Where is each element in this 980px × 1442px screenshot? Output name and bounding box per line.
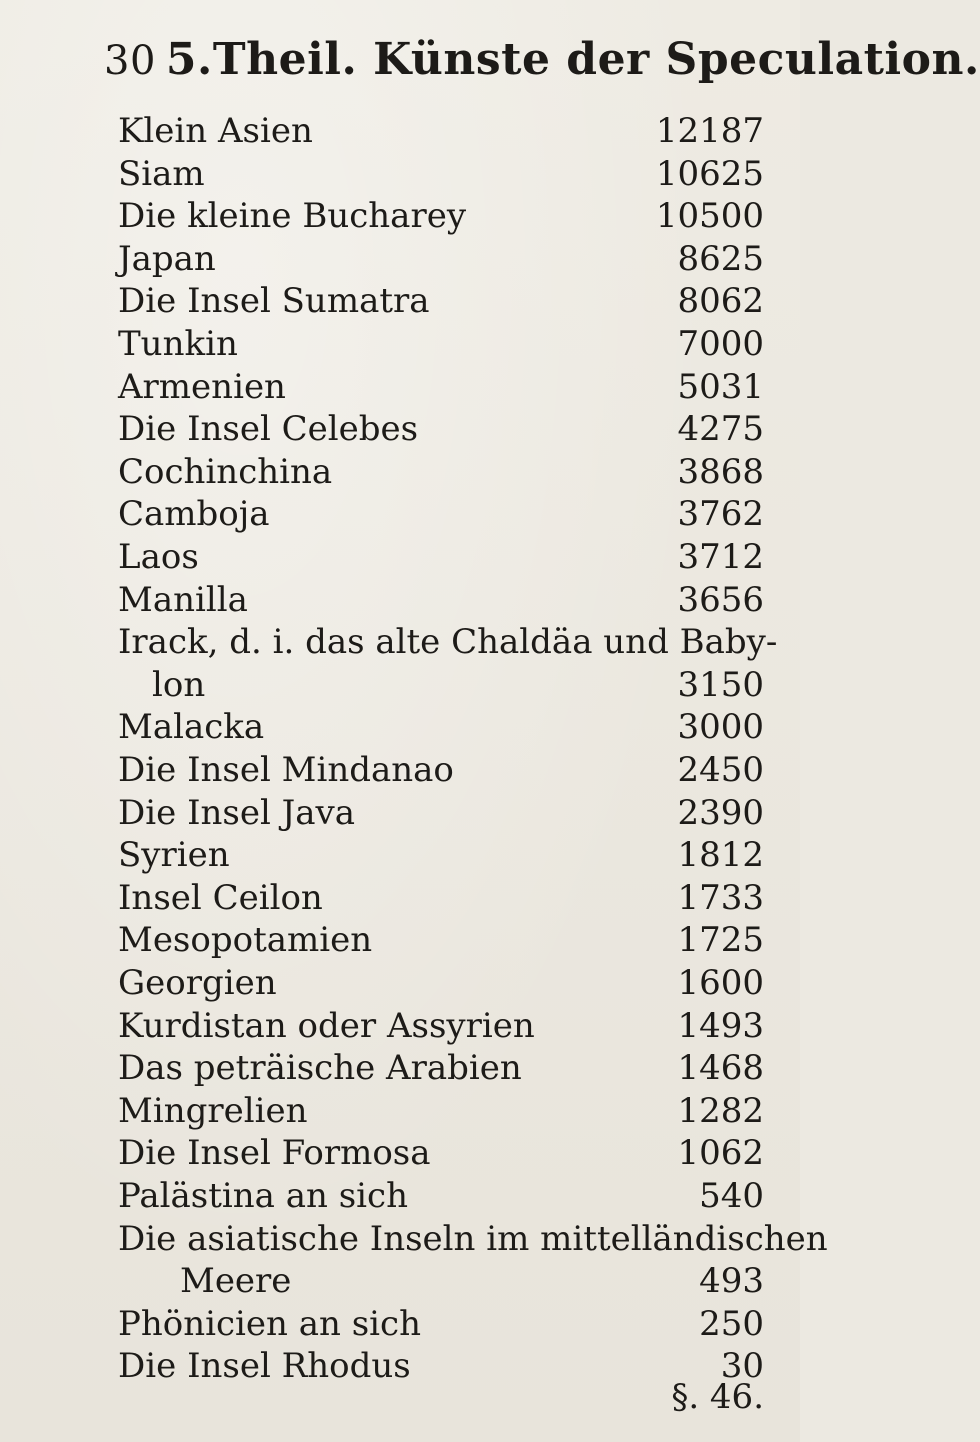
region-value: 1733 bbox=[677, 877, 764, 918]
region-name: Palästina an sich bbox=[118, 1176, 408, 1216]
region-name: Cochinchina bbox=[118, 451, 333, 492]
region-value: 10625 bbox=[655, 153, 764, 194]
region-value: 4275 bbox=[677, 409, 764, 450]
table-row bbox=[0, 749, 800, 791]
region-name: Mesopotamien bbox=[118, 920, 373, 961]
region-name: Kurdistan oder Assyrien bbox=[118, 1005, 535, 1046]
region-value: 3762 bbox=[677, 494, 764, 535]
region-name: Die kleine Bucharey bbox=[118, 196, 467, 237]
region-name: Malacka bbox=[118, 707, 265, 748]
table-row bbox=[0, 323, 800, 365]
table-row bbox=[0, 280, 800, 322]
table-row bbox=[0, 1218, 828, 1260]
region-name: Laos bbox=[118, 537, 199, 577]
table-row bbox=[0, 919, 800, 961]
region-value: 2450 bbox=[677, 750, 764, 790]
region-name: Klein Asien bbox=[118, 111, 313, 151]
page-title: 5.Theil. Künste der Speculation. bbox=[165, 34, 980, 85]
region-value: 8062 bbox=[677, 281, 764, 322]
table-row bbox=[0, 834, 800, 876]
table-row bbox=[0, 579, 800, 621]
region-value: 1282 bbox=[677, 1090, 764, 1131]
region-name: Manilla bbox=[118, 579, 248, 620]
region-name: Meere bbox=[180, 1261, 292, 1302]
region-value: 540 bbox=[699, 1176, 764, 1216]
region-value: 10500 bbox=[655, 196, 764, 237]
region-name: Die asiatische Inseln im mittelländischen bbox=[118, 1218, 828, 1259]
table-row bbox=[0, 962, 800, 1004]
table-row bbox=[0, 238, 800, 280]
region-name: Die Insel Sumatra bbox=[118, 281, 430, 322]
region-name: Mingrelien bbox=[118, 1090, 308, 1131]
region-value: 1812 bbox=[677, 835, 764, 876]
region-value: 12187 bbox=[655, 111, 764, 151]
region-name: Das peträische Arabien bbox=[118, 1048, 522, 1089]
region-value: 1493 bbox=[677, 1005, 764, 1046]
region-name: Siam bbox=[118, 153, 205, 194]
region-name: Japan bbox=[118, 238, 216, 279]
region-name: Die Insel Mindanao bbox=[118, 750, 454, 790]
region-name: Tunkin bbox=[118, 324, 238, 364]
region-value: 8625 bbox=[677, 238, 764, 279]
region-value: 1468 bbox=[677, 1048, 764, 1089]
region-value: 3656 bbox=[677, 579, 764, 620]
table-row bbox=[0, 408, 800, 450]
region-name: lon bbox=[152, 664, 206, 705]
table-row bbox=[0, 153, 800, 195]
region-name: Irack, d. i. das alte Chaldäa und Baby- bbox=[118, 622, 778, 663]
region-name: Georgien bbox=[118, 963, 277, 1003]
region-value: 3000 bbox=[677, 707, 764, 748]
table-row bbox=[0, 536, 800, 578]
region-value: 5031 bbox=[677, 366, 764, 407]
table-row bbox=[0, 366, 800, 408]
region-name: Phönicien an sich bbox=[118, 1303, 421, 1344]
table-row bbox=[0, 451, 800, 493]
table-row bbox=[0, 1175, 800, 1217]
table-row bbox=[0, 1047, 800, 1089]
region-value: 1725 bbox=[677, 920, 764, 961]
region-value: 1600 bbox=[677, 963, 764, 1003]
page-number: 30 bbox=[104, 38, 156, 84]
region-name: Die Insel Formosa bbox=[118, 1133, 431, 1174]
table-row bbox=[0, 621, 800, 663]
table-row bbox=[0, 1132, 800, 1174]
region-name: Die Insel Java bbox=[118, 792, 356, 833]
region-name: Die Insel Rhodus bbox=[118, 1346, 411, 1387]
table-row bbox=[0, 792, 800, 834]
region-value: 493 bbox=[699, 1261, 764, 1302]
region-name: Insel Ceilon bbox=[118, 877, 323, 918]
table-row bbox=[0, 877, 800, 919]
table-row bbox=[0, 664, 800, 706]
region-value: 1062 bbox=[677, 1133, 764, 1174]
table-row bbox=[0, 110, 800, 152]
region-value: 3868 bbox=[677, 451, 764, 492]
table-row bbox=[0, 493, 800, 535]
region-name: Syrien bbox=[118, 835, 230, 876]
region-value: 7000 bbox=[677, 324, 764, 364]
region-name: Die Insel Celebes bbox=[118, 409, 419, 450]
table-row bbox=[0, 1005, 800, 1047]
region-value: 30 bbox=[720, 1346, 764, 1387]
table-row bbox=[0, 195, 800, 237]
table-row bbox=[0, 706, 800, 748]
region-value: 3150 bbox=[677, 664, 764, 705]
table-row bbox=[0, 1303, 800, 1345]
table-row bbox=[0, 1090, 800, 1132]
region-name: Armenien bbox=[118, 366, 286, 407]
region-value: 250 bbox=[699, 1303, 764, 1344]
region-value: 3712 bbox=[677, 537, 764, 577]
table-row bbox=[0, 1260, 800, 1302]
section-signature: §. 46. bbox=[671, 1377, 764, 1417]
region-name: Camboja bbox=[118, 494, 270, 535]
region-value: 2390 bbox=[677, 792, 764, 833]
